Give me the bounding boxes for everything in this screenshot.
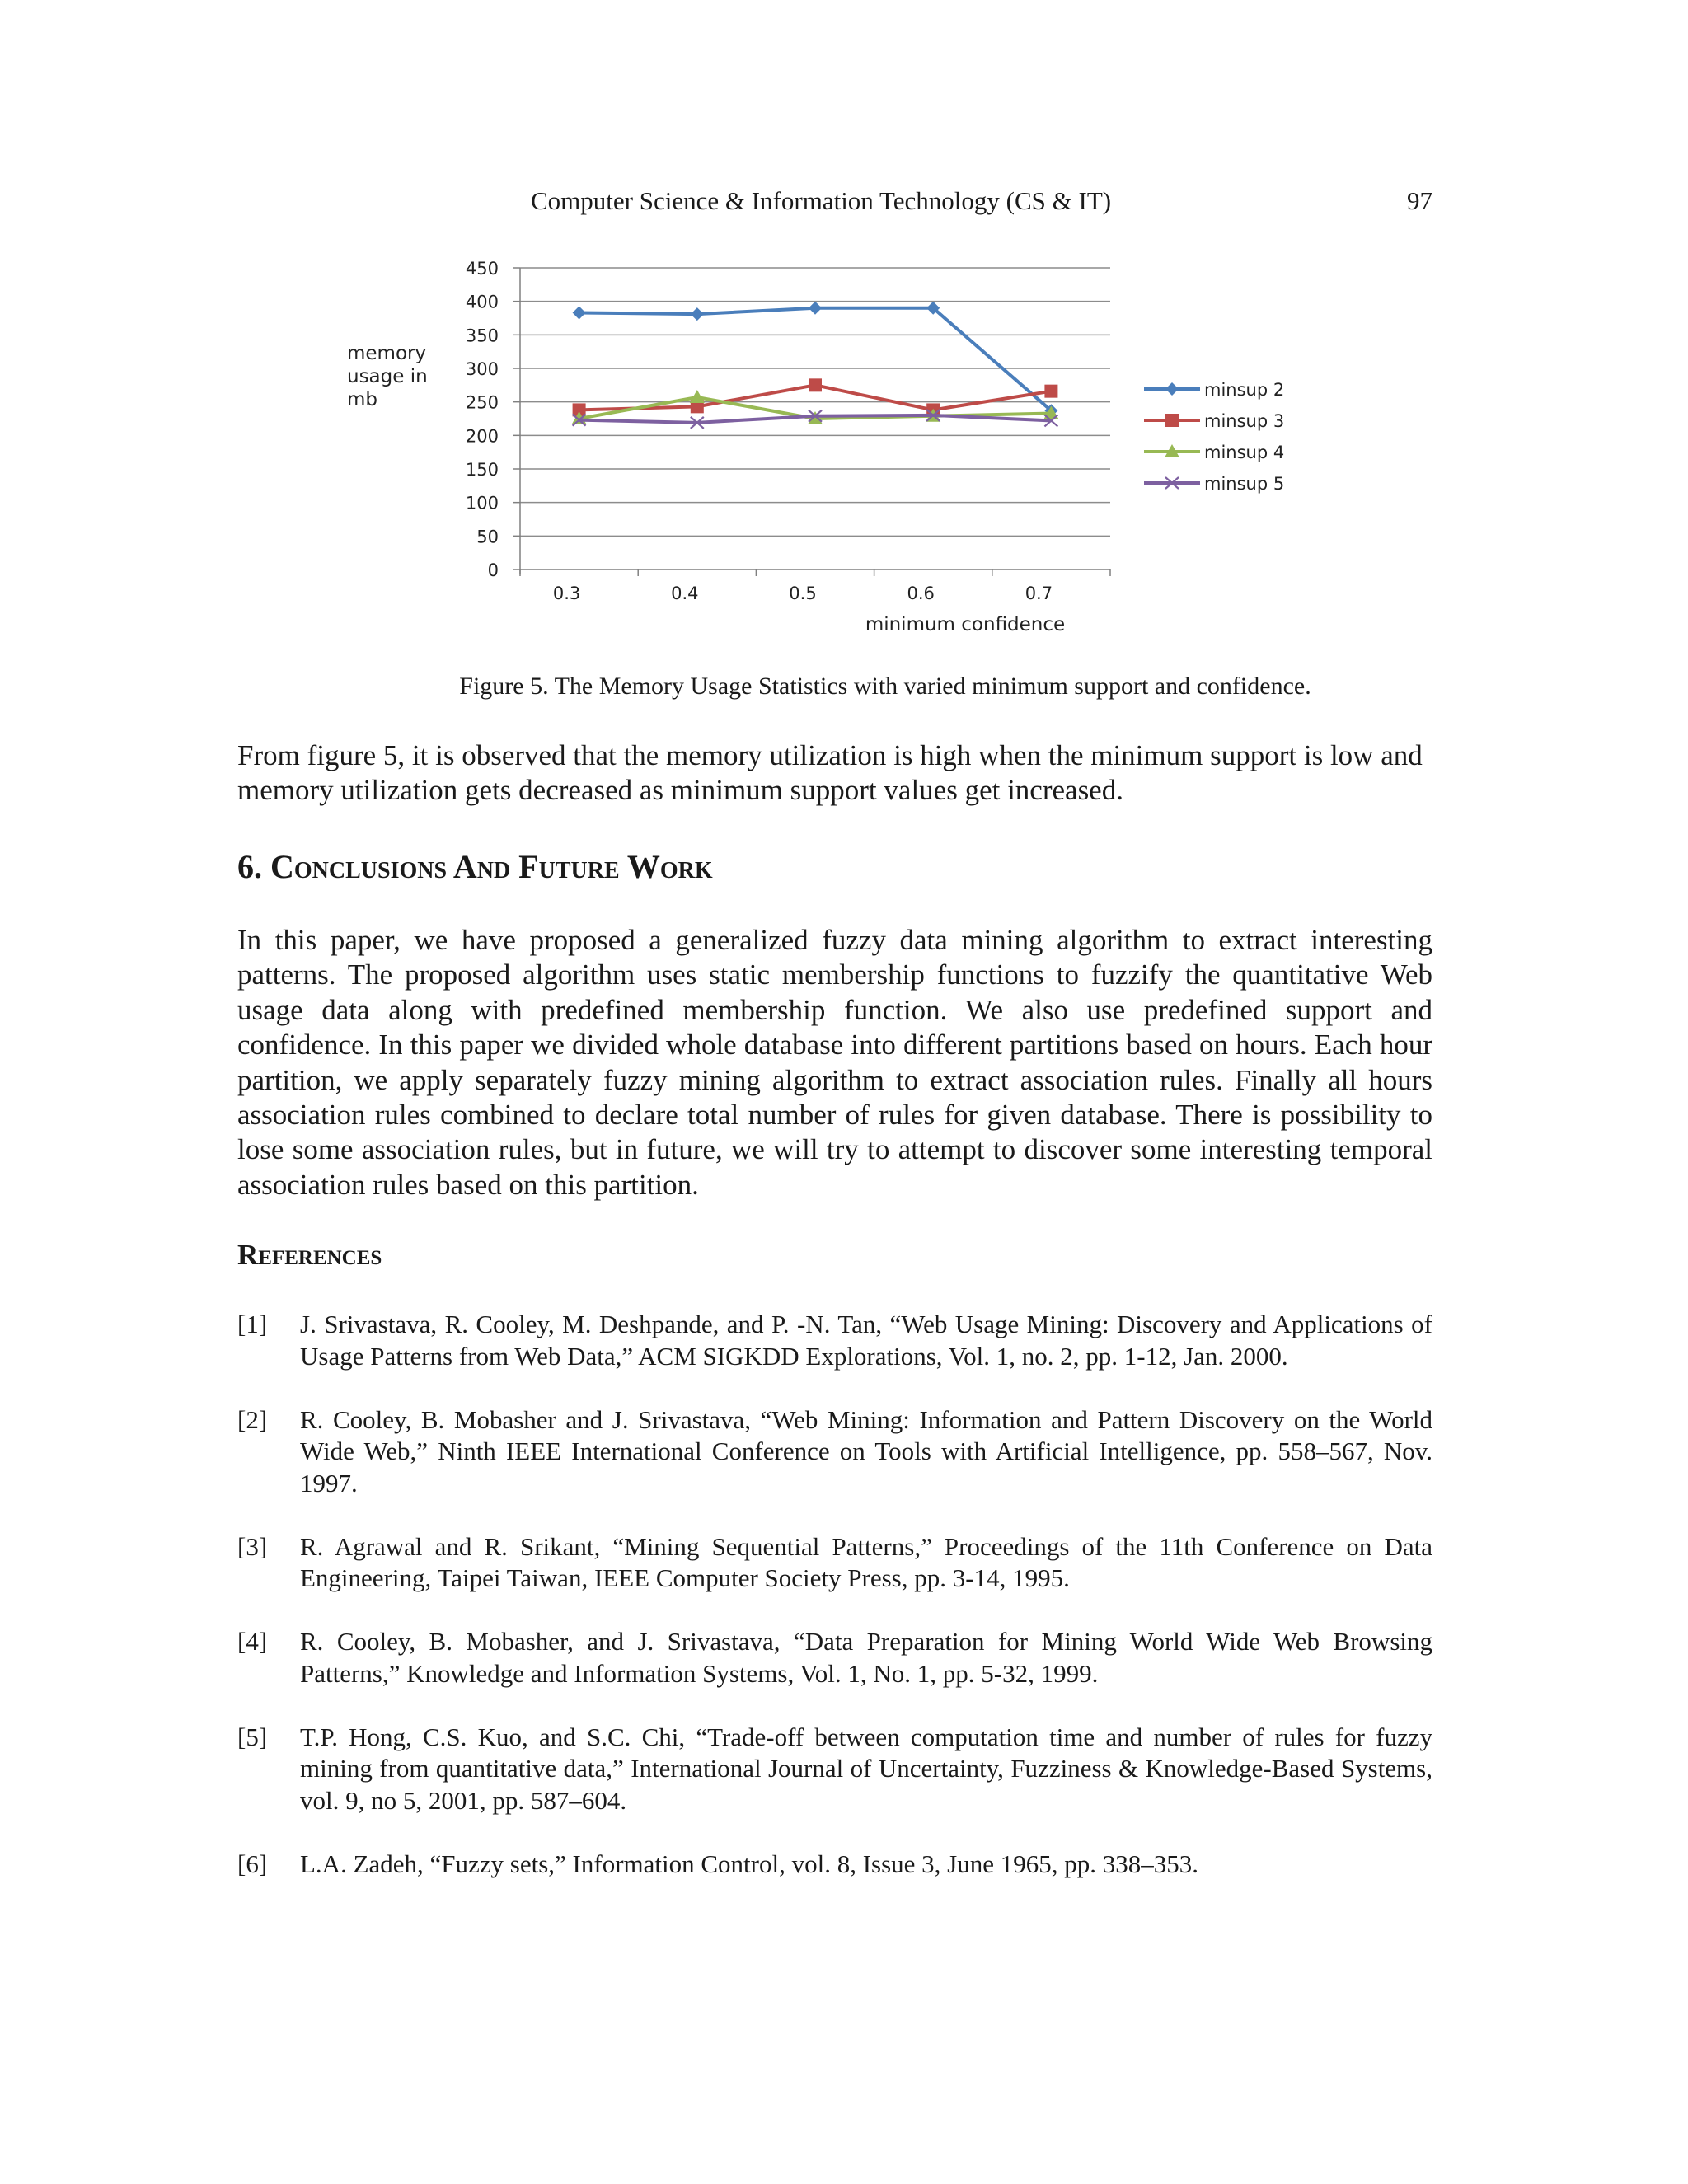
y-axis-label-line: mb [347,389,378,410]
y-tick-label: 50 [476,527,499,547]
y-tick-label: 450 [465,259,499,279]
y-tick-labels [466,259,499,580]
y-tick-label: 0 [487,560,499,580]
chart-series [572,302,1059,429]
reference-number: [4] [237,1627,268,1656]
data-point [690,390,705,403]
legend-item [1144,380,1284,400]
chart-legend [1144,380,1284,494]
reference-item [237,1309,1432,1372]
y-tick-label: 150 [465,460,499,480]
legend-label: minsup 3 [1204,411,1285,431]
reference-number: [3] [237,1531,268,1561]
memory-usage-chart [330,247,1335,651]
legend-item [1144,474,1284,494]
reference-number: [6] [237,1849,268,1878]
data-point [809,378,822,391]
y-axis-label-line: memory [347,343,427,364]
series-minsup-3 [573,378,1058,416]
reference-number: [1] [237,1310,268,1338]
series-line [579,308,1052,410]
references-heading: References [237,1239,382,1271]
reference-item [237,1722,1432,1817]
legend-label: minsup 2 [1204,380,1285,400]
y-tick-label: 400 [465,292,499,312]
x-tick-label: 0.3 [552,583,581,603]
data-point [1044,385,1057,398]
y-axis-label [347,343,428,410]
observation-paragraph: From figure 5, it is observed that the memory utilization is high when the minimum support is low and memory utilization gets decreased as minimum support values get increased. [237,739,1423,807]
legend-item [1144,411,1284,431]
x-tick-label: 0.4 [671,583,699,603]
y-tick-label: 200 [465,426,499,447]
reference-text: L.A. Zadeh, “Fuzzy sets,” Information Control, vol. 8, Issue 3, June 1965, pp. 338–353. [300,1849,1198,1878]
data-point [809,302,822,315]
legend-item [1144,443,1284,462]
x-tick-label: 0.5 [789,583,817,603]
reference-item [237,1531,1432,1595]
legend-label: minsup 4 [1204,443,1285,462]
x-axis-label: minimum confidence [865,614,1066,635]
reference-text: R. Cooley, B. Mobasher and J. Srivastava, “Web Mining: Information and Pattern Discovery on the World Wide Web,” Ninth IEEE International Conference on Tools with Artificial Intelligence, pp. 558–567, Nov. 1997. [300,1404,1432,1497]
y-tick-label: 250 [465,392,499,413]
reference-item [237,1404,1432,1500]
reference-text: R. Agrawal and R. Srikant, “Mining Sequential Patterns,” Proceedings of the 11th Conference on Data Engineering, Taipei Taiwan, IEEE Computer Society Press, pp. 3-14, 1995. [300,1531,1432,1592]
y-tick-label: 300 [465,359,499,379]
y-tick-label: 350 [465,326,499,346]
reference-text: T.P. Hong, C.S. Kuo, and S.C. Chi, “Trade-off between computation time and number of rules for fuzzy mining from quantitative data,” International Journal of Uncertainty, Fuzziness & Knowledge-Based Systems, vol. 9, no 5, 2001, pp. 587–604. [300,1722,1432,1815]
figure-caption: Figure 5. The Memory Usage Statistics with varied minimum support and confidence. [459,673,1311,700]
page-number: 97 [1407,186,1432,215]
reference-item [237,1849,1432,1881]
y-axis-label-line: usage in [347,366,428,387]
legend-label: minsup 5 [1204,474,1285,494]
running-head [0,186,1688,223]
legend-marker [1165,414,1179,427]
reference-list [237,1309,1432,1912]
x-tick-label: 0.6 [907,583,935,603]
reference-number: [2] [237,1404,268,1434]
conclusion-paragraph: In this paper, we have proposed a generalized fuzzy data mining algorithm to extract interesting patterns. The proposed algorithm uses static membership functions to fuzzify the quantitative Web usage data along with predefined membership function. We also use predefined support and confidence. In this paper we divided whole database into different partitions based on hours. Each hour partition, we apply separately fuzzy mining algorithm to extract association rules. Finally all hours association rules combined to declare total number of rules for given database. There is possibility to lose some association rules, but in future, we will try to attempt to discover some interesting temporal association rules based on this partition. [237,924,1432,1201]
x-tick-label: 0.7 [1025,583,1053,603]
legend-marker [1165,382,1179,396]
x-tick-labels [553,583,1053,603]
reference-number: [5] [237,1722,268,1751]
y-tick-label: 100 [465,493,499,513]
series-minsup-2 [573,302,1058,417]
reference-item [237,1626,1432,1690]
data-point [573,306,586,319]
journal-title: Computer Science & Information Technology (CS & IT) [531,186,1112,215]
data-point [691,307,704,321]
reference-text: R. Cooley, B. Mobasher, and J. Srivastava, “Data Preparation for Mining World Wide Web Browsing Patterns,” Knowledge and Information Systems, Vol. 1, No. 1, pp. 5-32, 1999. [300,1627,1432,1688]
reference-text: J. Srivastava, R. Cooley, M. Deshpande, and P. -N. Tan, “Web Usage Mining: Discovery and Applications of Usage Patterns from Web Data,” ACM SIGKDD Explorations, Vol. 1, no. 2, pp. 1-12, Jan. 2000. [300,1310,1432,1371]
section-heading: 6. Conclusions And Future Work [237,848,713,885]
